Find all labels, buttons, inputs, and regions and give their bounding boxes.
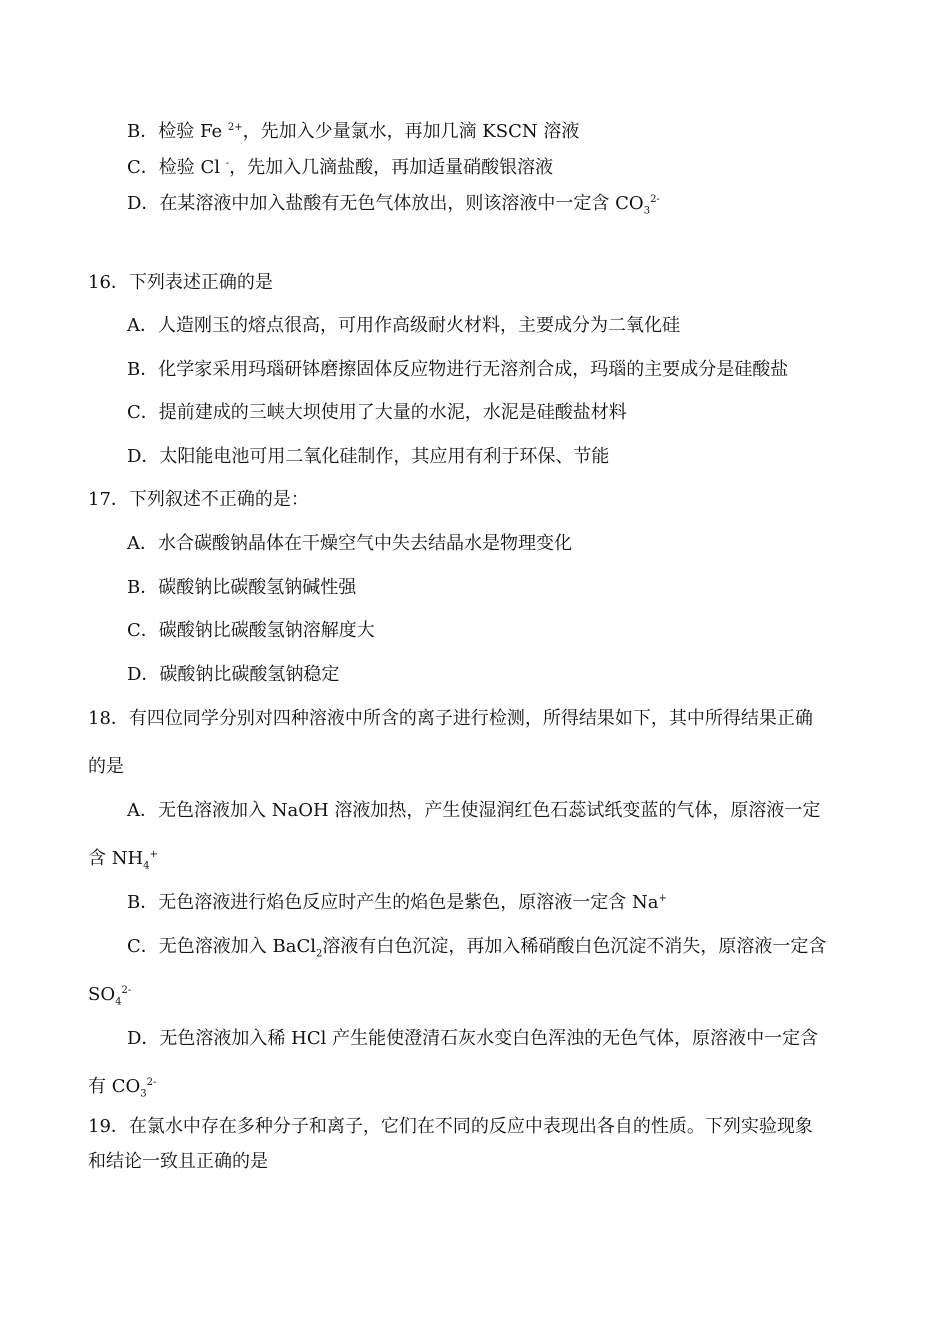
q16-option-a: A．人造刚玉的熔点很高，可用作高级耐火材料，主要成分为二氧化硅 xyxy=(127,315,680,336)
q18-option-b: B．无色溶液进行焰色反应时产生的焰色是紫色，原溶液一定含 Na+ xyxy=(127,892,667,913)
q18-option-d-line2: 有 $CO_3^{2-}$ xyxy=(88,1076,157,1100)
q16-option-b: B．化学家采用玛瑙研钵磨擦固体反应物进行无溶剂合成，玛瑙的主要成分是硅酸盐 xyxy=(127,359,789,380)
q17-option-b: B．碳酸钠比碳酸氢钠碱性强 xyxy=(127,577,357,598)
q15-option-b: B．检验 Fe $^{2+}$，先加入少量氯水，再加几滴 KSCN 溶液 xyxy=(127,121,580,142)
q17-option-d: D．碳酸钠比碳酸氢钠稳定 xyxy=(127,664,340,685)
q18-stem-line2: 的是 xyxy=(88,756,124,777)
q17-option-c: C．碳酸钠比碳酸氢钠溶解度大 xyxy=(127,620,375,641)
q18-option-c-line2: $SO_4^{2-}$ xyxy=(88,984,132,1008)
q18-option-d-line1: D．无色溶液加入稀 HCl 产生能使澄清石灰水变白色浑浊的无色气体，原溶液中一定含 xyxy=(127,1028,819,1049)
q16-stem: 16．下列表述正确的是 xyxy=(88,272,273,293)
q16-option-c: C．提前建成的三峡大坝使用了大量的水泥，水泥是硅酸盐材料 xyxy=(127,402,627,423)
q17-stem: 17．下列叙述不正确的是： xyxy=(88,489,309,510)
q16-option-d: D．太阳能电池可用二氧化硅制作，其应用有利于环保、节能 xyxy=(127,446,610,467)
q17-option-a: A．水合碳酸钠晶体在干燥空气中失去结晶水是物理变化 xyxy=(127,533,572,554)
q18-stem-line1: 18．有四位同学分别对四种溶液中所含的离子进行检测，所得结果如下，其中所得结果正确 xyxy=(88,708,813,729)
q15-option-d: D．在某溶液中加入盐酸有无色气体放出，则该溶液中一定含 $CO_3^{2-}$ xyxy=(127,193,660,217)
q18-option-c-line1: C．无色溶液加入 BaCl$_2$溶液有白色沉淀，再加入稀硝酸白色沉淀不消失，原溶液一定含 xyxy=(127,936,827,960)
q19-stem-line2: 和结论一致且正确的是 xyxy=(88,1151,268,1172)
q18-option-a-line1: A．无色溶液加入 NaOH 溶液加热，产生使湿润红色石蕊试纸变蓝的气体，原溶液一定 xyxy=(127,800,821,821)
q15-option-c: C．检验 Cl -，先加入几滴盐酸，再加适量硝酸银溶液 xyxy=(127,157,554,178)
q18-option-a-line2: 含 $NH_4^+$ xyxy=(88,848,158,872)
q19-stem-line1: 19．在氯水中存在多种分子和离子，它们在不同的反应中表现出各自的性质。下列实验现象 xyxy=(88,1116,813,1137)
